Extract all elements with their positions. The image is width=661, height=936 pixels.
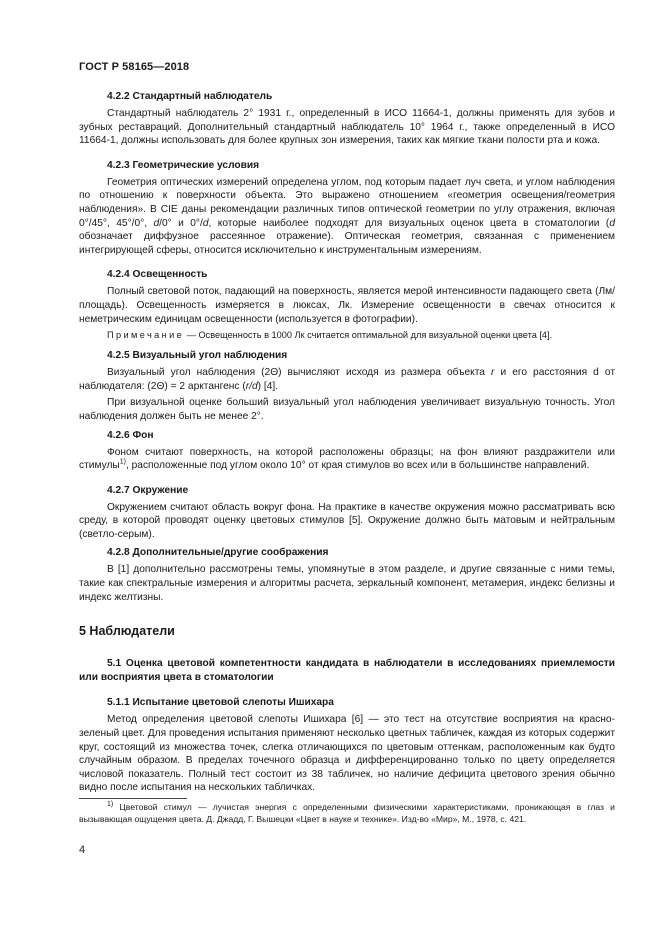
paragraph-4-2-5-a: Визуальный угол наблюдения (2Θ) вычисляют исходя из размера объекта r и его расстояния d от наблюдателя: (2Θ) = 2 арктангенс (r/d) [4].: [79, 367, 615, 392]
heading-4-2-6: 4.2.6 Фон: [107, 429, 154, 441]
paragraph-4-2-3: Геометрия оптических измерений определена углом, под которым падает луч света, и углом наблюдения по отношению к поверхности объекта. Это выражено отношением «геометрия освещения/геометрия наблюдения». В CIE даны рекомендации различных типов оптической геометрии по углу отражения, включая 0°/45°, 45°/0°, d/0° и 0°/d, которые наиболее подходят для визуальных оценок цвета в стоматологии (d обозначает диффузное рассеянное отражение). Оптическая геометрия, связанная с применением интегрирующей сферы, относится исключительно к инструментальным измерениям.: [79, 176, 615, 256]
paragraph-5-1-1: Метод определения цветовой слепоты Ишихара [6] — это тест на отсутствие восприятия на красно-зеленый цвет. Для проведения испытания применяют несколько цветных табличек, каждая из которых содержит круг, состоящий из множества точек, слегка отличающихся по цветовым оттенкам, расположенным как будто случайным образом. В пределах точечного образца и дифференцированно только по цвету определяется числовой показатель. Полный тест состоит из 38 табличек, но наличие дефицита цветового зрения обычно видно после испытания на нескольких табличках.: [79, 714, 615, 794]
footnote-mark: 1): [107, 801, 114, 809]
note-label: Примечание: [107, 330, 185, 341]
section-5-title: 5 Наблюдатели: [79, 624, 175, 639]
heading-4-2-7: 4.2.7 Окружение: [107, 484, 189, 496]
heading-4-2-8: 4.2.8 Дополнительные/другие соображения: [107, 547, 329, 559]
heading-4-2-4: 4.2.4 Освещенность: [107, 269, 208, 281]
heading-4-2-3: 4.2.3 Геометрические условия: [107, 159, 260, 171]
footnote: $^{1)}$ Цветовой стимул — лучистая энергия с определенными физическими характеристиками, проникающая в глаз и вызывающая ощущения цвета. Д. Джадд, Г. Вышецки «Цвет в науке и технике». Изд-во «Мир», М., 1978, с. 421.: [79, 801, 615, 824]
paragraph-4-2-7: Окружением считают область вокруг фона. На практике в качестве окружения можно рассматривать всю среду, в которой проводят оценку цветовых стимулов [5]. Окружение должно быть матовым и нейтральным (светло-серым).: [79, 501, 615, 540]
page-content: [79, 90, 615, 798]
heading-4-2-5: 4.2.5 Визуальный угол наблюдения: [107, 350, 288, 362]
footnote-separator: [79, 798, 187, 799]
paragraph-4-2-2: Стандартный наблюдатель 2° 1931 г., определенный в ИСО 11664-1, должны применять для зубов и зубных реставраций. Дополнительный стандартный наблюдатель 10° 1964 г., также определенный в ИСО 11664-1, должны использовать для более крупных зон измерения, таких как мягкие ткани полости рта и кожа.: [79, 108, 615, 147]
paragraph-4-2-8: В [1] дополнительно рассмотрены темы, упомянутые в этом разделе, и другие связанные с ними темы, такие как спектральные измерения и алгоритмы расчета, зеркальный компонент, метамерия, индекс белизны и индекс желтизны.: [79, 564, 615, 603]
paragraph-4-2-4: Полный световой поток, падающий на поверхность, является мерой интенсивности падающего света (Лм/площадь). Освещенность измеряется в люксах, Лк. Измерение освещенности в свечах относится к неметрическим единицам освещенности (используется в фотографии).: [79, 286, 615, 325]
note-4-2-4: Примечание — Освещенность в 1000 Лк считается оптимальной для визуальной оценки цвета [4].: [107, 330, 553, 341]
heading-5-1: 5.1 Оценка цветовой компетентности кандидата в наблюдатели в исследованиях приемлемости или восприятия цвета в стоматологии: [79, 658, 615, 683]
heading-4-2-2: 4.2.2 Стандартный наблюдатель: [107, 91, 273, 102]
footnote-ref: 1): [119, 458, 126, 466]
paragraph-4-2-5-b: При визуальной оценке больший визуальный угол наблюдения увеличивает визуальную точность. Угол наблюдения должен быть не менее 2°.: [79, 397, 615, 422]
heading-5-1-1: 5.1.1 Испытание цветовой слепоты Ишихара: [107, 697, 334, 709]
standard-header: ГОСТ Р 58165—2018: [79, 61, 190, 73]
page-number: 4: [79, 844, 86, 856]
paragraph-4-2-6: Фоном считают поверхность, на которой расположены образцы; на фон влияют раздражители или стимулы$^{1)}$, расположенные под углом около 10° от края стимулов во всех или в большинстве направлений.: [79, 446, 615, 472]
